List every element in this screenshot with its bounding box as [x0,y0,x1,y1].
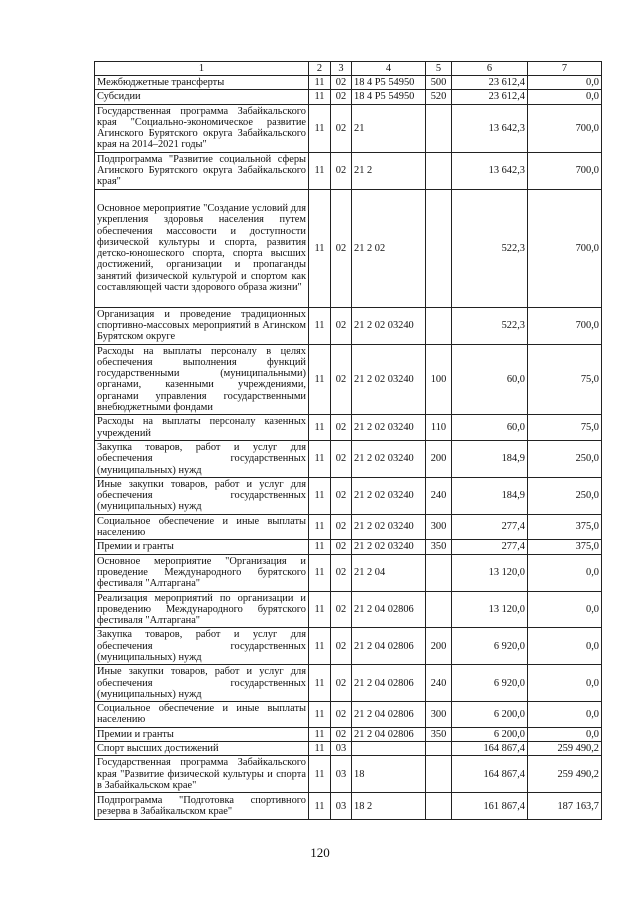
subsection-code-cell: 02 [331,76,352,90]
expense-type-cell: 200 [426,628,452,665]
section-code-cell: 11 [309,514,331,540]
column-header: 7 [528,62,602,76]
target-article-cell: 21 2 02 03240 [352,415,426,441]
row-name-cell: Подпрограмма "Развитие социальной сферы Агинского Бурятского округа Забайкальского края" [95,152,309,189]
subsection-code-cell: 02 [331,702,352,728]
expense-type-cell [426,742,452,756]
target-article-cell: 21 2 02 03240 [352,477,426,514]
amount-2021-cell: 0,0 [528,702,602,728]
amount-2020-cell: 184,9 [452,477,528,514]
amount-2021-cell: 375,0 [528,514,602,540]
table-row [95,702,602,728]
subsection-code-cell: 02 [331,477,352,514]
target-article-cell: 21 2 04 02806 [352,591,426,628]
row-name-cell: Премии и гранты [95,727,309,741]
subsection-code-cell: 02 [331,628,352,665]
expense-type-cell: 350 [426,540,452,554]
table-row [95,307,602,344]
subsection-code-cell: 02 [331,554,352,591]
section-code-cell: 11 [309,591,331,628]
expense-type-cell [426,104,452,152]
target-article-cell: 21 2 04 02806 [352,628,426,665]
target-article-cell: 21 2 02 03240 [352,514,426,540]
table-row [95,477,602,514]
amount-2020-cell: 6 200,0 [452,702,528,728]
amount-2021-cell: 0,0 [528,665,602,702]
target-article-cell: 21 2 02 03240 [352,344,426,415]
amount-2021-cell: 75,0 [528,415,602,441]
table-row [95,665,602,702]
expense-type-cell: 500 [426,76,452,90]
row-name-cell: Иные закупки товаров, работ и услуг для обеспечения государственных (муниципальных) нужд [95,477,309,514]
amount-2020-cell: 13 642,3 [452,104,528,152]
amount-2020-cell: 13 120,0 [452,554,528,591]
subsection-code-cell: 02 [331,540,352,554]
table-body [95,62,602,820]
amount-2020-cell: 6 200,0 [452,727,528,741]
amount-2020-cell: 6 920,0 [452,628,528,665]
section-code-cell: 11 [309,742,331,756]
table-row [95,727,602,741]
row-name-cell: Реализация мероприятий по организации и проведению Международного бурятского фестиваля "Алтаргана" [95,591,309,628]
target-article-cell: 21 2 02 03240 [352,307,426,344]
amount-2021-cell: 259 490,2 [528,756,602,793]
expense-type-cell: 110 [426,415,452,441]
section-code-cell: 11 [309,727,331,741]
expense-type-cell: 240 [426,477,452,514]
target-article-cell: 18 [352,756,426,793]
section-code-cell: 11 [309,415,331,441]
section-code-cell: 11 [309,793,331,820]
amount-2021-cell: 187 163,7 [528,793,602,820]
expense-type-cell [426,793,452,820]
amount-2020-cell: 161 867,4 [452,793,528,820]
expense-type-cell [426,152,452,189]
subsection-code-cell: 03 [331,756,352,793]
amount-2021-cell: 0,0 [528,554,602,591]
amount-2020-cell: 164 867,4 [452,742,528,756]
subsection-code-cell: 02 [331,591,352,628]
row-name-cell: Закупка товаров, работ и услуг для обеспечения государственных (муниципальных) нужд [95,628,309,665]
amount-2020-cell: 23 612,4 [452,76,528,90]
page-number: 120 [310,845,330,860]
table-row [95,90,602,104]
subsection-code-cell: 02 [331,514,352,540]
amount-2021-cell: 0,0 [528,727,602,741]
amount-2020-cell: 522,3 [452,307,528,344]
section-code-cell: 11 [309,440,331,477]
column-header: 3 [331,62,352,76]
amount-2021-cell: 250,0 [528,440,602,477]
expense-type-cell: 350 [426,727,452,741]
expense-type-cell [426,554,452,591]
amount-2021-cell: 700,0 [528,307,602,344]
section-code-cell: 11 [309,702,331,728]
amount-2021-cell: 75,0 [528,344,602,415]
section-code-cell: 11 [309,152,331,189]
column-header: 6 [452,62,528,76]
amount-2021-cell: 700,0 [528,104,602,152]
row-name-cell: Организация и проведение традиционных спортивно-массовых мероприятий в Агинском Бурятском округе [95,307,309,344]
amount-2020-cell: 184,9 [452,440,528,477]
subsection-code-cell: 02 [331,152,352,189]
subsection-code-cell: 02 [331,189,352,307]
subsection-code-cell: 02 [331,440,352,477]
subsection-code-cell: 02 [331,344,352,415]
expense-type-cell: 100 [426,344,452,415]
column-header: 2 [309,62,331,76]
target-article-cell: 18 4 P5 54950 [352,90,426,104]
column-header: 5 [426,62,452,76]
subsection-code-cell: 03 [331,742,352,756]
target-article-cell: 21 2 04 [352,554,426,591]
section-code-cell: 11 [309,554,331,591]
subsection-code-cell: 02 [331,90,352,104]
table-row [95,793,602,820]
subsection-code-cell: 03 [331,793,352,820]
expense-type-cell: 520 [426,90,452,104]
target-article-cell: 21 [352,104,426,152]
table-row [95,591,602,628]
table-header-row [95,62,602,76]
section-code-cell: 11 [309,665,331,702]
section-code-cell: 11 [309,540,331,554]
expense-type-cell: 300 [426,514,452,540]
amount-2021-cell: 700,0 [528,152,602,189]
amount-2020-cell: 277,4 [452,514,528,540]
target-article-cell: 18 4 P5 54950 [352,76,426,90]
table-row [95,440,602,477]
target-article-cell: 21 2 04 02806 [352,665,426,702]
target-article-cell: 21 2 02 03240 [352,540,426,554]
amount-2021-cell: 250,0 [528,477,602,514]
subsection-code-cell: 02 [331,307,352,344]
column-header: 1 [95,62,309,76]
expense-type-cell [426,756,452,793]
row-name-cell: Основное мероприятие "Создание условий для укрепления здоровья населения путем обеспечения массовости и доступности физической культуры и спорта, развития детско-юношеского спорта, спорта высших достижений, организации и пропаганды занятий физической культурой и спортом как составляющей части здорового образа жизни" [95,189,309,307]
row-name-cell: Спорт высших достижений [95,742,309,756]
amount-2021-cell: 375,0 [528,540,602,554]
row-name-cell: Премии и гранты [95,540,309,554]
target-article-cell [352,742,426,756]
amount-2021-cell: 700,0 [528,189,602,307]
expense-type-cell [426,307,452,344]
table-row [95,514,602,540]
target-article-cell: 21 2 04 02806 [352,727,426,741]
table-row [95,554,602,591]
row-name-cell: Основное мероприятие "Организация и проведение Международного бурятского фестиваля "Алтаргана" [95,554,309,591]
target-article-cell: 21 2 04 02806 [352,702,426,728]
table-row [95,104,602,152]
section-code-cell: 11 [309,477,331,514]
row-name-cell: Социальное обеспечение и иные выплаты населению [95,702,309,728]
row-name-cell: Подпрограмма "Подготовка спортивного резерва в Забайкальском крае" [95,793,309,820]
section-code-cell: 11 [309,628,331,665]
budget-table [94,61,602,820]
amount-2020-cell: 60,0 [452,344,528,415]
amount-2021-cell: 0,0 [528,90,602,104]
amount-2020-cell: 23 612,4 [452,90,528,104]
amount-2020-cell: 522,3 [452,189,528,307]
expense-type-cell: 300 [426,702,452,728]
table-row [95,756,602,793]
table-row [95,152,602,189]
amount-2021-cell: 0,0 [528,628,602,665]
amount-2020-cell: 13 642,3 [452,152,528,189]
row-name-cell: Иные закупки товаров, работ и услуг для обеспечения государственных (муниципальных) нужд [95,665,309,702]
target-article-cell: 21 2 02 [352,189,426,307]
subsection-code-cell: 02 [331,104,352,152]
row-name-cell: Межбюджетные трансферты [95,76,309,90]
column-header: 4 [352,62,426,76]
row-name-cell: Расходы на выплаты персоналу казенных учреждений [95,415,309,441]
row-name-cell: Социальное обеспечение и иные выплаты населению [95,514,309,540]
amount-2021-cell: 0,0 [528,76,602,90]
section-code-cell: 11 [309,189,331,307]
table-row [95,742,602,756]
expense-type-cell [426,591,452,628]
row-name-cell: Субсидии [95,90,309,104]
section-code-cell: 11 [309,104,331,152]
expense-type-cell [426,189,452,307]
table-row [95,540,602,554]
amount-2020-cell: 164 867,4 [452,756,528,793]
amount-2020-cell: 277,4 [452,540,528,554]
section-code-cell: 11 [309,756,331,793]
table-row [95,189,602,307]
amount-2020-cell: 13 120,0 [452,591,528,628]
row-name-cell: Закупка товаров, работ и услуг для обеспечения государственных (муниципальных) нужд [95,440,309,477]
table-row [95,76,602,90]
section-code-cell: 11 [309,76,331,90]
amount-2020-cell: 60,0 [452,415,528,441]
section-code-cell: 11 [309,90,331,104]
target-article-cell: 21 2 02 03240 [352,440,426,477]
amount-2020-cell: 6 920,0 [452,665,528,702]
subsection-code-cell: 02 [331,415,352,441]
table-row [95,344,602,415]
row-name-cell: Государственная программа Забайкальского края "Развитие физической культуры и спорта в Забайкальском крае" [95,756,309,793]
expense-type-cell: 240 [426,665,452,702]
target-article-cell: 18 2 [352,793,426,820]
amount-2021-cell: 259 490,2 [528,742,602,756]
row-name-cell: Расходы на выплаты персоналу в целях обеспечения выполнения функций государственными (муниципальными) органами, казенными учреждениями, органами управления государственными внебюджетными фондами [95,344,309,415]
target-article-cell: 21 2 [352,152,426,189]
amount-2021-cell: 0,0 [528,591,602,628]
section-code-cell: 11 [309,344,331,415]
subsection-code-cell: 02 [331,665,352,702]
subsection-code-cell: 02 [331,727,352,741]
table-row [95,628,602,665]
table-row [95,415,602,441]
row-name-cell: Государственная программа Забайкальского края "Социально-экономическое развитие Агинского Бурятского округа Забайкальского края на 2014–2021 годы" [95,104,309,152]
expense-type-cell: 200 [426,440,452,477]
section-code-cell: 11 [309,307,331,344]
